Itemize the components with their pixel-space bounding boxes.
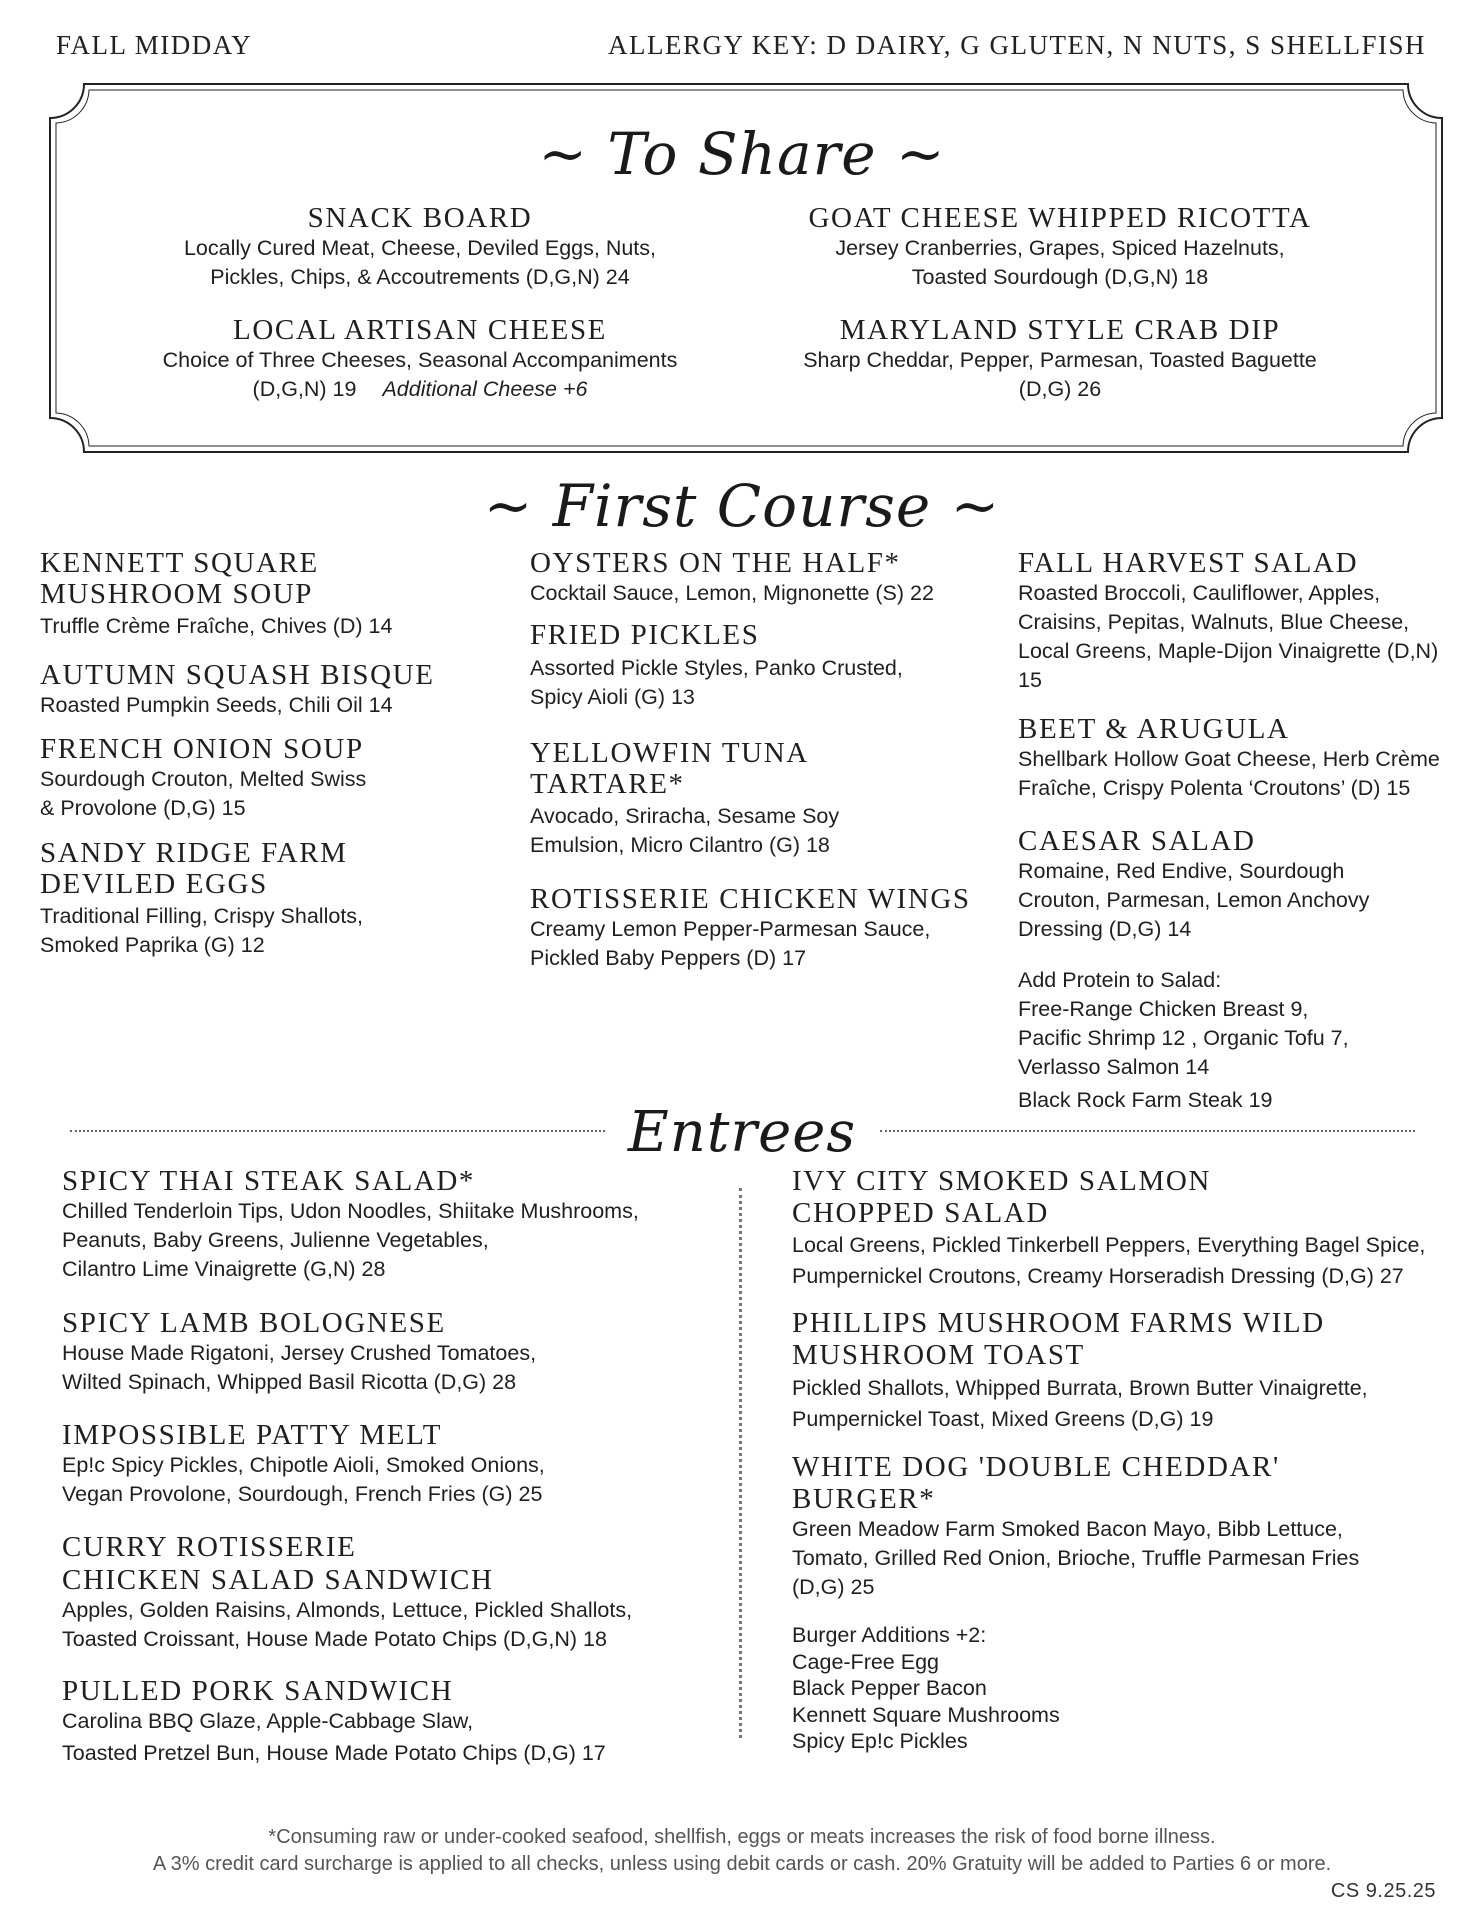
- item-desc: Creamy Lemon Pepper-Parmesan Sauce,: [530, 917, 931, 941]
- item-desc: [120, 375, 720, 404]
- addon-line: Black Rock Farm Steak 19: [1018, 1088, 1273, 1112]
- addon-line: Free-Range Chicken Breast 9,: [1018, 997, 1309, 1021]
- menu-item: [792, 1166, 1472, 1291]
- item-desc: (D,G) 25: [792, 1575, 875, 1599]
- item-name: MUSHROOM SOUP: [40, 578, 314, 610]
- first-course-title: ~ First Course ~: [483, 472, 1001, 540]
- menu-item: [62, 1532, 722, 1654]
- item-name: PULLED PORK SANDWICH: [62, 1675, 454, 1707]
- item-desc: Pumpernickel Toast, Mixed Greens (D,G) 19: [792, 1407, 1214, 1431]
- item-name: CHOPPED SALAD: [792, 1197, 1049, 1229]
- item-desc: Chilled Tenderloin Tips, Udon Noodles, Shiitake Mushrooms,: [62, 1199, 639, 1223]
- item-name: MUSHROOM TOAST: [792, 1339, 1085, 1371]
- item-desc: Emulsion, Micro Cilantro (G) 18: [530, 833, 830, 857]
- item-name: FALL HARVEST SALAD: [1018, 547, 1359, 579]
- item-name: AUTUMN SQUASH BISQUE: [40, 659, 435, 691]
- menu-item: [62, 1308, 722, 1397]
- item-name: SANDY RIDGE FARM: [40, 837, 348, 869]
- menu-item: [530, 884, 1000, 973]
- menu-item: [530, 548, 1000, 608]
- menu-item: [40, 838, 500, 960]
- item-desc: House Made Rigatoni, Jersey Crushed Tomatoes,: [62, 1341, 537, 1365]
- menu-item: [1018, 548, 1468, 695]
- item-name: LOCAL ARTISAN CHEESE: [233, 314, 607, 346]
- item-desc: Local Greens, Maple-Dijon Vinaigrette (D,N): [1018, 639, 1439, 663]
- item-desc: Spicy Aioli (G) 13: [530, 685, 695, 709]
- item-desc: Green Meadow Farm Smoked Bacon Mayo, Bibb Lettuce,: [792, 1517, 1343, 1541]
- menu-item: [120, 203, 720, 292]
- item-desc: Pumpernickel Croutons, Creamy Horseradish Dressing (D,G) 27: [792, 1264, 1404, 1288]
- allergy-key: ALLERGY KEY: D DAIRY, G GLUTEN, N NUTS, S SHELLFISH: [607, 30, 1426, 60]
- item-desc: Vegan Provolone, Sourdough, French Fries (G) 25: [62, 1482, 543, 1506]
- addon-line: Black Pepper Bacon: [792, 1676, 987, 1700]
- item-name: YELLOWFIN TUNA: [530, 737, 809, 769]
- menu-item: [62, 1676, 722, 1768]
- item-desc: Wilted Spinach, Whipped Basil Ricotta (D,G) 28: [62, 1370, 517, 1394]
- item-name: CAESAR SALAD: [1018, 825, 1256, 857]
- item-desc: Sharp Cheddar, Pepper, Parmesan, Toasted Baguette: [803, 348, 1317, 372]
- item-desc: Shellbark Hollow Goat Cheese, Herb Crème: [1018, 747, 1440, 771]
- to-share-title: ~ To Share ~: [538, 120, 946, 188]
- item-desc: Dressing (D,G) 14: [1018, 917, 1192, 941]
- menu-item: [40, 734, 500, 823]
- item-desc: Jersey Cranberries, Grapes, Spiced Hazelnuts,: [835, 236, 1285, 260]
- burger-additions: [792, 1622, 1472, 1755]
- item-desc: Toasted Croissant, House Made Potato Chips (D,G,N) 18: [62, 1627, 607, 1651]
- item-name: CHICKEN SALAD SANDWICH: [62, 1564, 494, 1596]
- addon-line: Pacific Shrimp 12 , Organic Tofu 7,: [1018, 1026, 1349, 1050]
- item-name: SNACK BOARD: [307, 202, 533, 234]
- item-desc: Cocktail Sauce, Lemon, Mignonette (S) 22: [530, 581, 934, 605]
- addon-heading: Burger Additions +2:: [792, 1623, 987, 1647]
- menu-code: CS 9.25.25: [1330, 1880, 1436, 1902]
- item-desc: Toasted Pretzel Bun, House Made Potato Chips (D,G) 17: [62, 1741, 606, 1765]
- addon-line: Cage-Free Egg: [792, 1649, 939, 1674]
- item-name: BURGER*: [792, 1483, 936, 1515]
- item-desc: & Provolone (D,G) 15: [40, 796, 246, 820]
- menu-item: [62, 1420, 722, 1509]
- protein-addons: [1018, 966, 1468, 1115]
- addon-line: Spicy Ep!c Pickles: [792, 1729, 968, 1753]
- item-name: MARYLAND STYLE CRAB DIP: [839, 314, 1281, 346]
- entrees-column-divider: [739, 1188, 742, 1738]
- item-desc: Tomato, Grilled Red Onion, Brioche, Truffle Parmesan Fries: [792, 1546, 1360, 1570]
- item-desc: Sourdough Crouton, Melted Swiss: [40, 767, 367, 791]
- menu-item: [120, 315, 720, 404]
- item-desc: Apples, Golden Raisins, Almonds, Lettuce, Pickled Shallots,: [62, 1598, 633, 1622]
- addon-line: Verlasso Salmon 14: [1018, 1055, 1210, 1079]
- item-name: FRIED PICKLES: [530, 619, 760, 651]
- item-price-line: (D,G,N) 19: [252, 377, 357, 401]
- menu-item: [1018, 714, 1468, 803]
- item-desc: Peanuts, Baby Greens, Julienne Vegetables,: [62, 1228, 489, 1252]
- item-desc: Pickled Baby Peppers (D) 17: [530, 946, 807, 970]
- menu-item: [792, 1308, 1472, 1434]
- menu-item: [760, 203, 1360, 292]
- item-name: FRENCH ONION SOUP: [40, 733, 364, 765]
- item-desc: Carolina BBQ Glaze, Apple-Cabbage Slaw,: [62, 1709, 474, 1733]
- item-name: SPICY THAI STEAK SALAD*: [62, 1165, 476, 1197]
- item-desc: Cilantro Lime Vinaigrette (G,N) 28: [62, 1257, 386, 1281]
- item-name: BEET & ARUGULA: [1018, 713, 1290, 745]
- raw-food-warning: *Consuming raw or under-cooked seafood, shellfish, eggs or meats increases the risk of food borne illness.: [268, 1826, 1216, 1848]
- item-desc: Ep!c Spicy Pickles, Chipotle Aioli, Smoked Onions,: [62, 1453, 545, 1477]
- item-desc: Locally Cured Meat, Cheese, Deviled Eggs, Nuts,: [183, 236, 657, 260]
- item-desc: Truffle Crème Fraîche, Chives (D) 14: [40, 614, 393, 638]
- item-desc: 15: [1018, 668, 1042, 692]
- menu-item: [40, 660, 500, 720]
- item-desc: Local Greens, Pickled Tinkerbell Peppers, Everything Bagel Spice,: [792, 1233, 1426, 1257]
- item-desc: Fraîche, Crispy Polenta ‘Croutons’ (D) 15: [1018, 776, 1411, 800]
- item-desc: Smoked Paprika (G) 12: [40, 933, 265, 957]
- item-extra: Additional Cheese +6: [382, 377, 588, 401]
- item-name: IMPOSSIBLE PATTY MELT: [62, 1419, 443, 1451]
- item-desc: Pickles, Chips, & Accoutrements (D,G,N) 24: [210, 265, 630, 289]
- item-name: SPICY LAMB BOLOGNESE: [62, 1307, 446, 1339]
- menu-item: [1018, 826, 1468, 944]
- item-desc: Roasted Pumpkin Seeds, Chili Oil 14: [40, 693, 393, 717]
- addon-line: Kennett Square Mushrooms: [792, 1702, 1060, 1727]
- item-desc: Traditional Filling, Crispy Shallots,: [40, 904, 364, 928]
- entrees-title: Entrees: [627, 1100, 857, 1165]
- item-desc: Roasted Broccoli, Cauliflower, Apples,: [1018, 581, 1381, 605]
- menu-item: [530, 738, 1000, 860]
- menu-item: [530, 620, 1000, 712]
- item-desc: Toasted Sourdough (D,G,N) 18: [911, 265, 1209, 289]
- item-desc: Assorted Pickle Styles, Panko Crusted,: [530, 656, 903, 680]
- menu-item: [792, 1452, 1472, 1602]
- addon-heading: Add Protein to Salad:: [1018, 968, 1222, 992]
- menu-item: [760, 315, 1360, 404]
- menu-item: [62, 1166, 722, 1284]
- item-name: ROTISSERIE CHICKEN WINGS: [530, 883, 971, 915]
- item-name: TARTARE*: [530, 768, 685, 800]
- item-desc: Avocado, Sriracha, Sesame Soy: [530, 804, 840, 828]
- item-name: KENNETT SQUARE: [40, 547, 319, 579]
- menu-item: [40, 548, 500, 641]
- surcharge-notice: A 3% credit card surcharge is applied to all checks, unless using debit cards or cash. 20% Gratuity will be added to Parties 6 or more.: [152, 1853, 1332, 1875]
- item-name: GOAT CHEESE WHIPPED RICOTTA: [808, 202, 1312, 234]
- item-desc: Choice of Three Cheeses, Seasonal Accompaniments: [162, 348, 678, 372]
- item-name: IVY CITY SMOKED SALMON: [792, 1165, 1211, 1197]
- item-name: WHITE DOG 'DOUBLE CHEDDAR': [792, 1451, 1280, 1483]
- item-desc: (D,G) 26: [1018, 377, 1102, 401]
- item-desc: Crouton, Parmesan, Lemon Anchovy: [1018, 888, 1370, 912]
- item-name: CURRY ROTISSERIE: [62, 1531, 357, 1563]
- menu-name: FALL MIDDAY: [56, 30, 253, 60]
- item-name: DEVILED EGGS: [40, 868, 268, 900]
- item-name: PHILLIPS MUSHROOM FARMS WILD: [792, 1307, 1325, 1339]
- item-name: OYSTERS ON THE HALF*: [530, 547, 901, 579]
- item-desc: Craisins, Pepitas, Walnuts, Blue Cheese,: [1018, 610, 1410, 634]
- item-desc: Romaine, Red Endive, Sourdough: [1018, 859, 1345, 883]
- item-desc: Pickled Shallots, Whipped Burrata, Brown Butter Vinaigrette,: [792, 1376, 1368, 1400]
